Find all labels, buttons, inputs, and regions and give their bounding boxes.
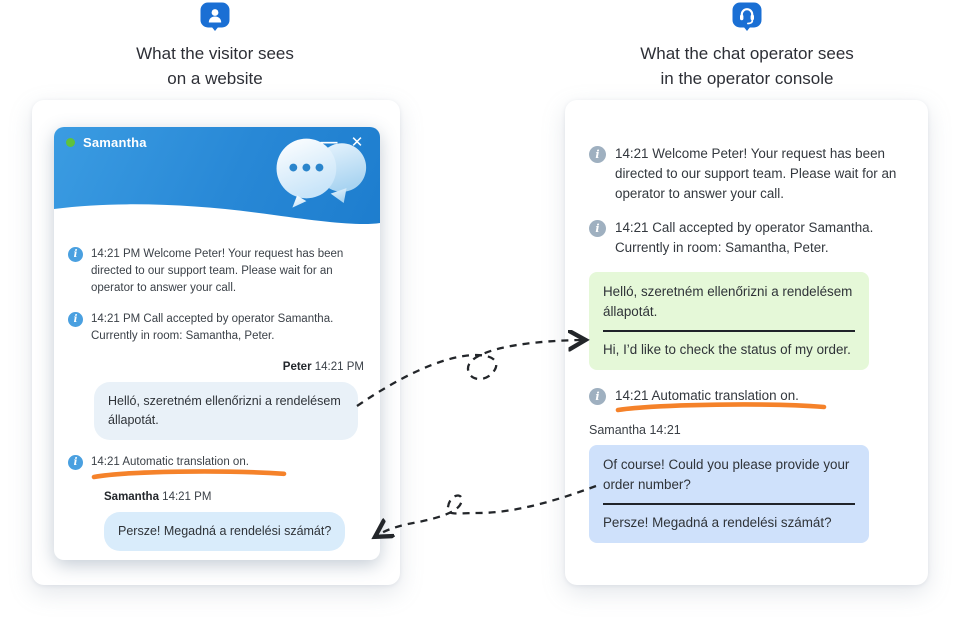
translated-text: Persze! Megadná a rendelési számát?: [603, 515, 832, 530]
operator-headset-icon: [731, 2, 763, 32]
visitor-caption-line2: on a website: [167, 69, 263, 88]
visitor-bubble-icon: [199, 2, 231, 32]
system-message-translation: [68, 454, 368, 471]
translation-divider: [603, 503, 855, 505]
operator-column-header: [597, 2, 897, 91]
system-message: [68, 311, 368, 345]
sender-name: Samantha: [104, 491, 159, 503]
info-icon: i: [68, 455, 83, 470]
sender-name: Peter: [282, 361, 312, 373]
translated-text: Hi, I’d like to check the status of my order.: [603, 342, 851, 357]
translation-divider: [603, 330, 855, 332]
operator-message-with-translation: [589, 445, 869, 543]
chat-widget: [54, 127, 380, 560]
system-message: [589, 218, 904, 258]
minimize-button[interactable]: —: [320, 132, 338, 151]
info-icon: i: [68, 312, 83, 327]
info-icon: i: [68, 247, 83, 262]
operator-caption-line2: in the operator console: [660, 69, 834, 88]
visitor-caption-line1: What the visitor sees: [136, 44, 294, 63]
widget-title: Samantha: [83, 134, 147, 150]
info-icon: i: [589, 388, 606, 405]
visitor-column-header: [65, 2, 365, 91]
info-icon: i: [589, 220, 606, 237]
system-message-text: 14:21 PM Welcome Peter! Your request has been directed to our support team. Please wait for an operator to answer your call.: [91, 248, 344, 294]
visitor-panel: [32, 100, 400, 585]
system-message-translation: [589, 386, 904, 406]
system-message: [68, 246, 368, 297]
arrow-console-to-visitor: [378, 486, 596, 535]
orange-underline: [614, 402, 828, 413]
original-text: Of course! Could you please provide your order number?: [603, 457, 850, 492]
system-message-text: 14:21 PM Call accepted by operator Samantha. Currently in room: Samantha, Peter.: [91, 313, 334, 342]
console-messages: [565, 100, 928, 543]
message-time: 14:21 PM: [162, 491, 212, 503]
close-button[interactable]: ✕: [350, 134, 364, 151]
system-message-text: 14:21 Welcome Peter! Your request has been directed to our support team. Please wait for an operator to answer your call.: [615, 146, 897, 201]
system-message-text: 14:21 Automatic translation on.: [91, 456, 249, 468]
system-message-text: 14:21 Call accepted by operator Samantha. Currently in room: Samantha, Peter.: [615, 220, 874, 255]
operator-caption-line1: What the chat operator sees: [640, 44, 854, 63]
visitor-message-with-translation: [589, 272, 869, 370]
operator-caption: [597, 41, 897, 91]
orange-underline: [90, 469, 288, 480]
system-message: [589, 144, 904, 204]
visitor-message-meta: [68, 359, 364, 376]
message-time: 14:21 PM: [314, 361, 364, 373]
online-status-dot: [66, 138, 75, 147]
original-text: Helló, szeretném ellenőrizni a rendelésem állapotát.: [603, 284, 853, 319]
widget-titlebar: [54, 127, 380, 157]
visitor-caption: [65, 41, 365, 91]
operator-message-meta: [104, 489, 368, 506]
system-message-text: 14:21 Automatic translation on.: [615, 388, 799, 403]
info-icon: i: [589, 146, 606, 163]
operator-panel: [565, 100, 928, 585]
widget-messages: [54, 232, 380, 551]
operator-message-bubble: Persze! Megadná a rendelési számát?: [104, 512, 345, 551]
operator-message-meta: Samantha 14:21: [589, 423, 681, 437]
chat-widget-header: [54, 127, 380, 232]
visitor-message-bubble: Helló, szeretném ellenőrizni a rendelésem állapotát.: [94, 382, 358, 440]
